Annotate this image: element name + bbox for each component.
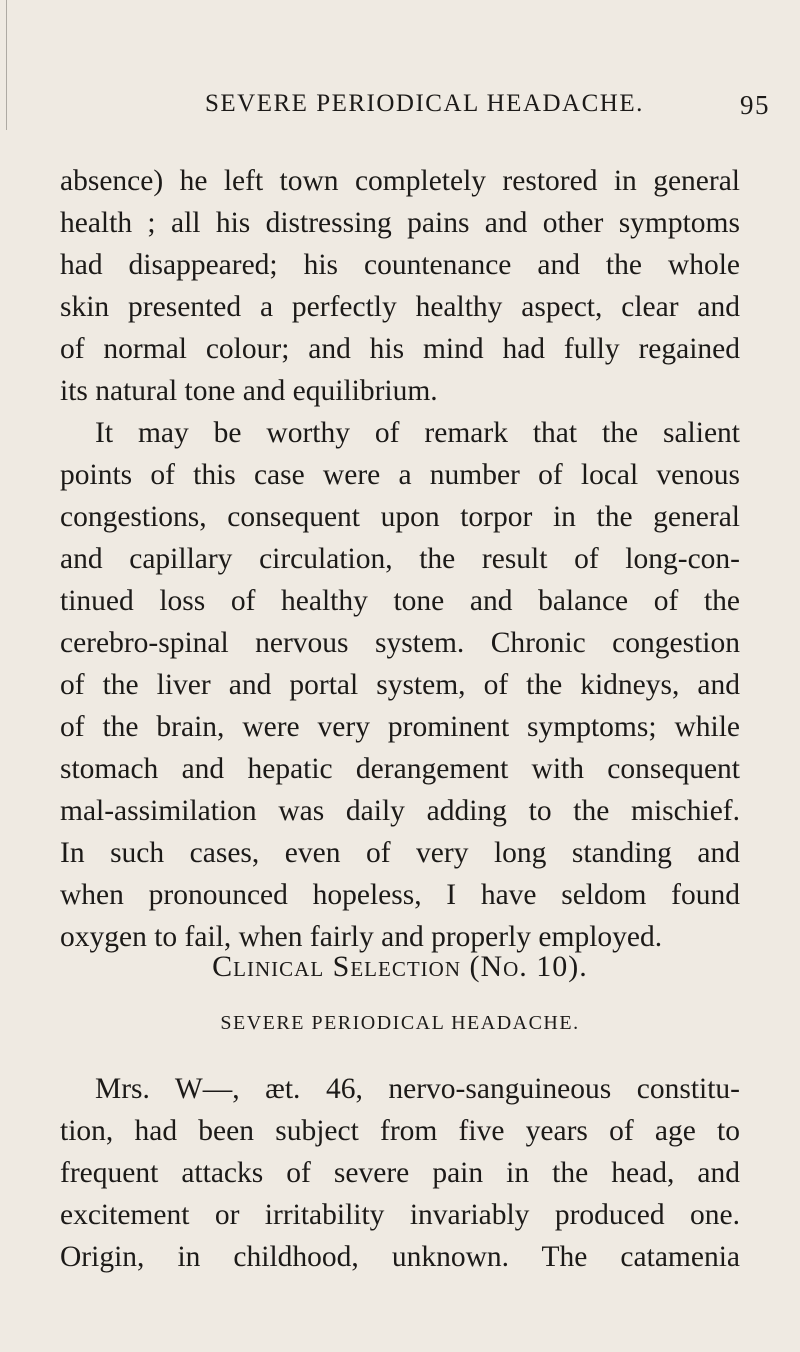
text-line: oxygen to fail, when fairly and properly employed. [60, 921, 663, 953]
text-line: tinued loss of healthy tone and balance of the [60, 585, 740, 617]
page-edge-shadow [0, 0, 7, 130]
text-line: mal-assimilation was daily adding to the mischief. [60, 795, 740, 827]
text-line: of the liver and portal system, of the kidneys, and [60, 669, 740, 701]
text-line: Mrs. W—, æt. 46, nervo-sanguineous constitu- [95, 1073, 740, 1105]
text-line: points of this case were a number of local venous [60, 459, 740, 491]
text-line: stomach and hepatic derangement with consequent [60, 753, 740, 785]
text-line: absence) he left town completely restored in general [60, 165, 740, 197]
running-title: SEVERE PERIODICAL HEADACHE. [205, 90, 644, 117]
text-line: health ; all his distressing pains and other symptoms [60, 207, 740, 239]
text-line: cerebro-spinal nervous system. Chronic congestion [60, 627, 740, 659]
text-line: It may be worthy of remark that the salient [95, 417, 740, 449]
text-line: its natural tone and equilibrium. [60, 375, 438, 407]
text-line: had disappeared; his countenance and the whole [60, 249, 740, 281]
text-line: skin presented a perfectly healthy aspect, clear and [60, 291, 740, 323]
text-line: when pronounced hopeless, I have seldom found [60, 879, 740, 911]
page-number: 95 [740, 90, 770, 120]
text-line: congestions, consequent upon torpor in the general [60, 501, 740, 533]
text-line: In such cases, even of very long standing and [60, 837, 740, 869]
text-line: frequent attacks of severe pain in the head, and [60, 1157, 740, 1189]
section-subheading: SEVERE PERIODICAL HEADACHE. [220, 1012, 580, 1034]
text-line: of normal colour; and his mind had fully regained [60, 333, 740, 365]
text-line: tion, had been subject from five years of age to [60, 1115, 740, 1147]
running-head [205, 90, 770, 126]
text-line: excitement or irritability invariably produced one. [60, 1199, 740, 1231]
body-text [60, 160, 740, 958]
case-text [60, 1068, 740, 1278]
text-line: Origin, in childhood, unknown. The catamenia [60, 1241, 740, 1273]
text-line: of the brain, were very prominent symptoms; while [60, 711, 740, 743]
section-heading: Clinical Selection (No. 10). [212, 950, 588, 983]
text-line: and capillary circulation, the result of long-con- [60, 543, 740, 575]
